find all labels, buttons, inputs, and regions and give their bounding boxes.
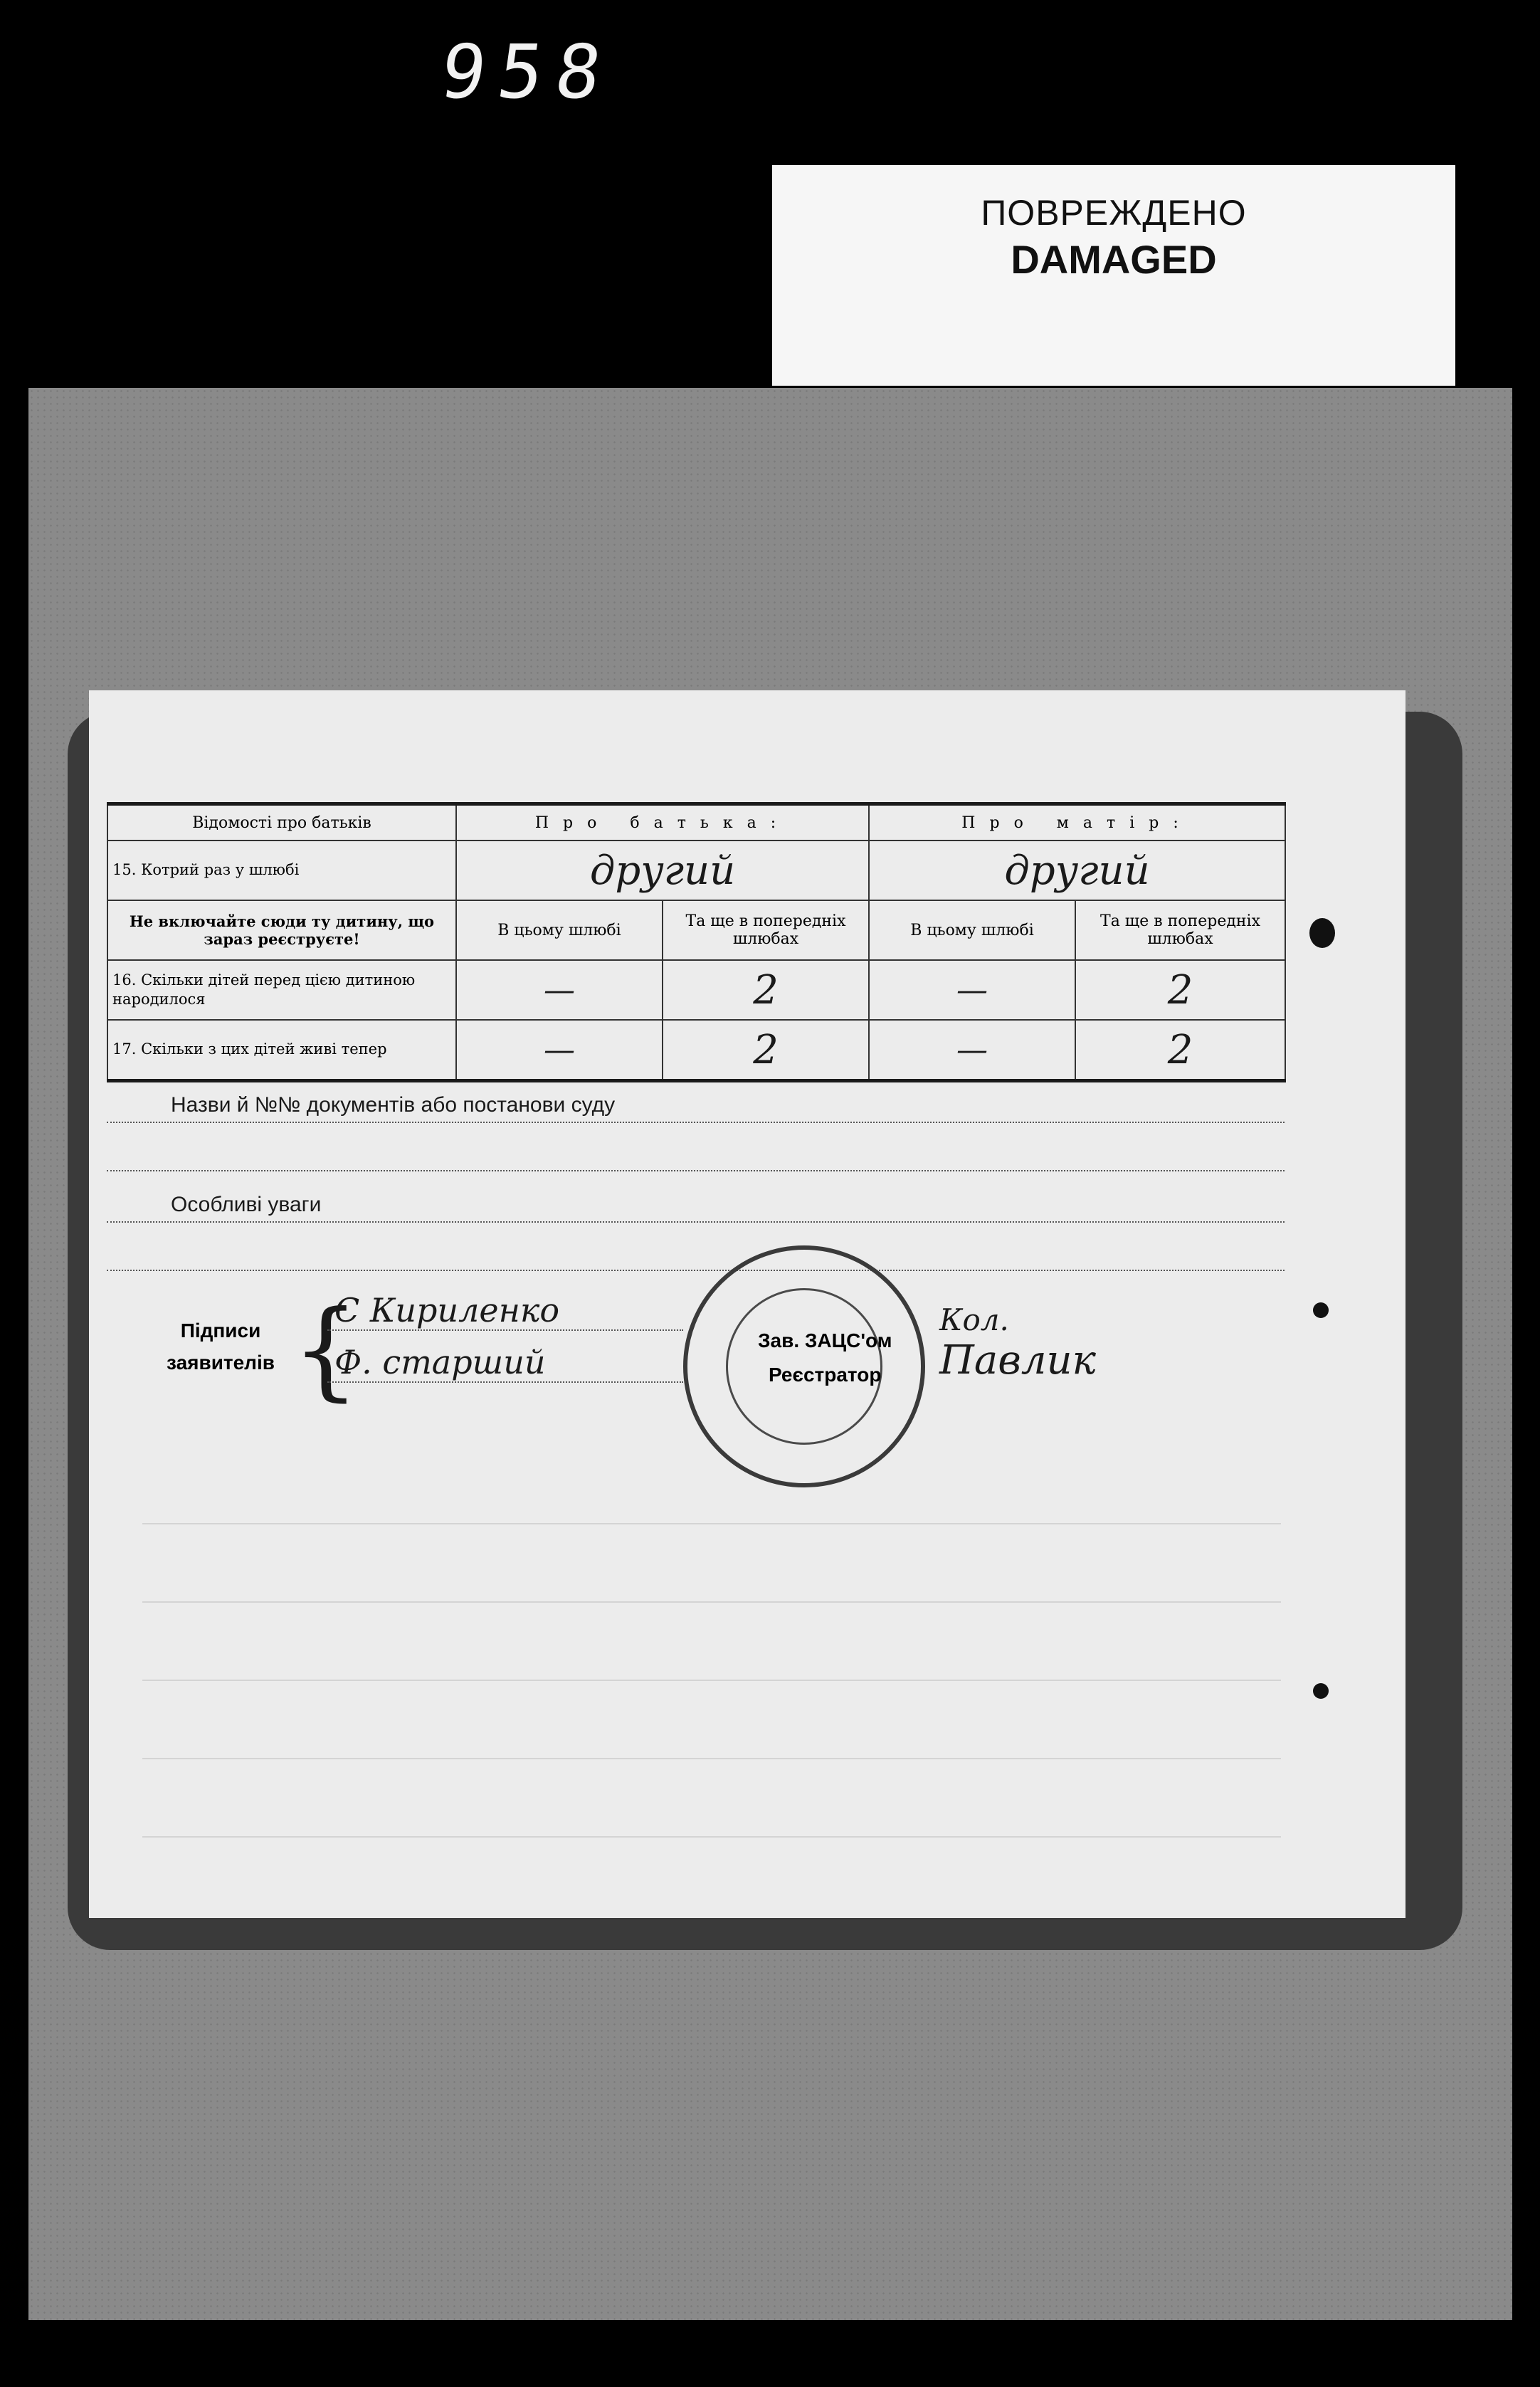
col-this-marriage: В цьому шлюбі	[456, 900, 663, 960]
notes-line-2	[107, 1238, 1285, 1271]
applicants-signatures-label: Підписи заявителів	[167, 1319, 275, 1374]
table-row	[107, 960, 1285, 1020]
signature-line-2	[327, 1342, 683, 1383]
table-header-row	[107, 804, 1285, 841]
row17-mother-this: —	[956, 1031, 988, 1068]
row15-father: другий	[589, 847, 736, 894]
row15-label: 15. Котрий раз у шлюбі	[107, 841, 456, 900]
row17-mother-prev: 2	[1167, 1026, 1193, 1073]
section-header: Відомості про батьків	[107, 804, 456, 841]
row16-label: 16. Скільки дітей перед цією дитиною народилося	[107, 960, 456, 1020]
row16-father-this: —	[544, 971, 575, 1008]
parents-info-table	[107, 802, 1286, 1082]
col-this-marriage: В цьому шлюбі	[869, 900, 1075, 960]
damage-label-ua: ПОВРЕЖДЕНО	[981, 193, 1247, 233]
signature-brace: {	[292, 1288, 360, 1412]
mother-header: Про матір:	[869, 804, 1285, 841]
documents-line-2	[107, 1139, 1285, 1171]
applicant-signature-1: С Кириленко	[334, 1291, 560, 1329]
zags-head-title: Зав. ЗАЦС'ом	[758, 1329, 892, 1351]
col-previous-marriages: Та ще в попередніх шлюбах	[663, 900, 869, 960]
registrar-title: Реєстратор	[768, 1363, 882, 1386]
notes-label: Особливі уваги	[171, 1193, 322, 1216]
row16-father-prev: 2	[753, 966, 779, 1013]
registrar-signature	[939, 1302, 1096, 1384]
official-block	[758, 1324, 892, 1391]
row15-mother: другий	[1004, 847, 1150, 894]
applicant-signature-2: Ф. старший	[334, 1343, 546, 1381]
row16-mother-this: —	[956, 971, 988, 1008]
punch-hole	[1313, 1683, 1329, 1699]
row17-father-prev: 2	[753, 1026, 779, 1073]
father-header: Про батька:	[456, 804, 869, 841]
punch-hole	[1313, 1302, 1329, 1318]
documents-line	[107, 1090, 1285, 1123]
exclude-note: Не включайте сюди ту дитину, що зараз реєструєте!	[107, 900, 456, 960]
row17-father-this: —	[544, 1031, 575, 1068]
table-subheader-row	[107, 900, 1285, 960]
col-previous-marriages: Та ще в попередніх шлюбах	[1075, 900, 1285, 960]
punch-hole	[1309, 918, 1335, 948]
row16-mother-prev: 2	[1167, 966, 1193, 1013]
bleed-through-text	[142, 1480, 1281, 1850]
notes-line	[107, 1190, 1285, 1223]
documents-label: Назви й №№ документів або постанови суду	[171, 1093, 616, 1117]
damage-label	[772, 165, 1455, 386]
frame-number: 958	[435, 28, 620, 115]
table-row	[107, 1020, 1285, 1081]
row17-label: 17. Скільки з цих дітей живі тепер	[107, 1020, 456, 1081]
damage-label-en: DAMAGED	[1011, 237, 1217, 282]
registrar-signature-top: Кол.	[939, 1302, 1009, 1337]
registrar-signature-bottom: Павлик	[939, 1337, 1096, 1384]
table-row	[107, 841, 1285, 900]
signature-line-1	[327, 1290, 683, 1331]
